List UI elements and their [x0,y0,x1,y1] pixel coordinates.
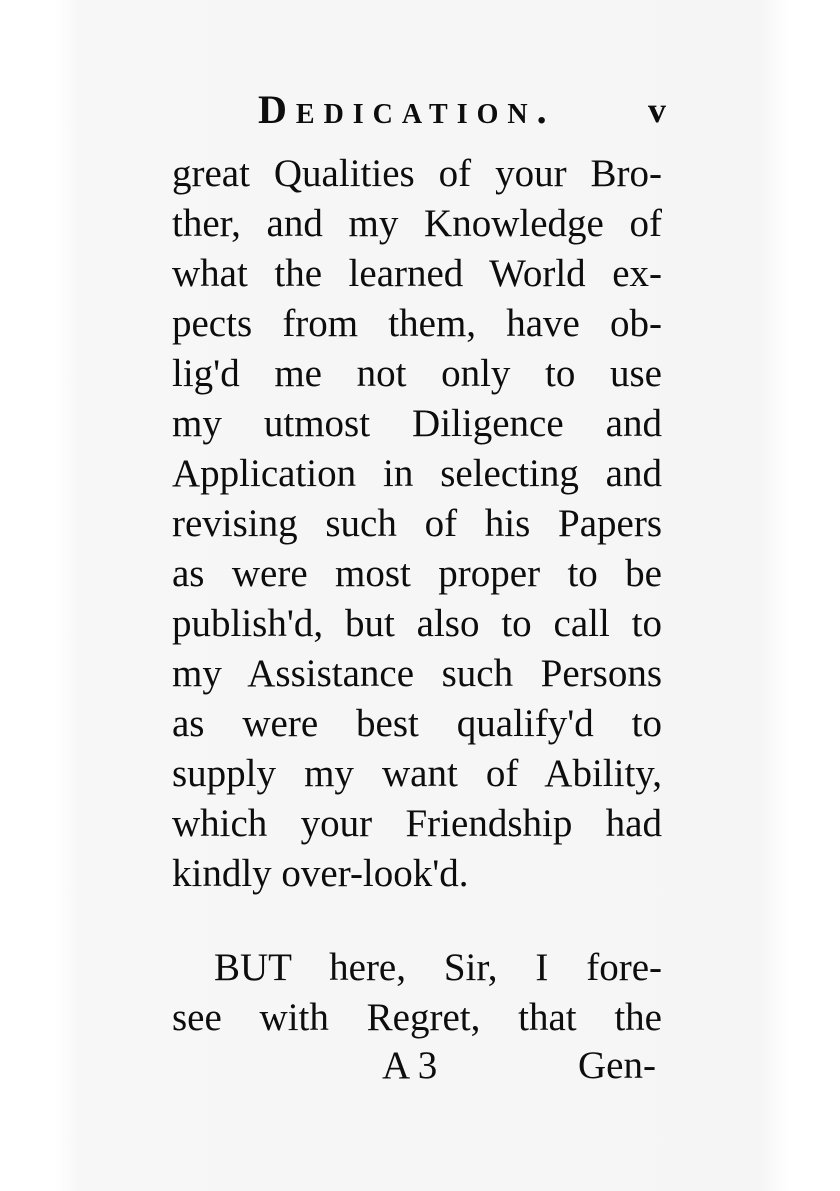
text-line: lig'd me not only to use [172,352,662,395]
text-line: pects from them, have ob- [172,302,662,345]
text-line: publish'd, but also to call to [172,602,662,645]
text-line: kindly over-look'd. [172,852,469,895]
text-line: as were best qualify'd to [172,702,662,745]
text-line: supply my want of Ability, [172,752,662,795]
text-line: BUT here, Sir, I fore- [214,946,662,989]
running-head [258,86,666,146]
signature-mark: A 3 [382,1044,438,1087]
text-line: which your Friendship had [172,802,662,845]
catchword: Gen- [578,1044,656,1087]
text-line: my Assistance such Persons [172,652,662,695]
text-line: revising such of his Papers [172,502,662,545]
text-line: Application in selecting and [172,452,662,495]
running-head-title: Dedication. [258,87,556,132]
page-numeral: v [648,90,666,130]
text-line: my utmost Diligence and [172,402,662,445]
text-line: as were most proper to be [172,552,662,595]
text-line: what the learned World ex- [172,252,662,295]
text-line: see with Regret, that the [172,996,662,1039]
text-line: great Qualities of your Bro- [172,152,662,195]
text-line: ther, and my Knowledge of [172,202,662,245]
